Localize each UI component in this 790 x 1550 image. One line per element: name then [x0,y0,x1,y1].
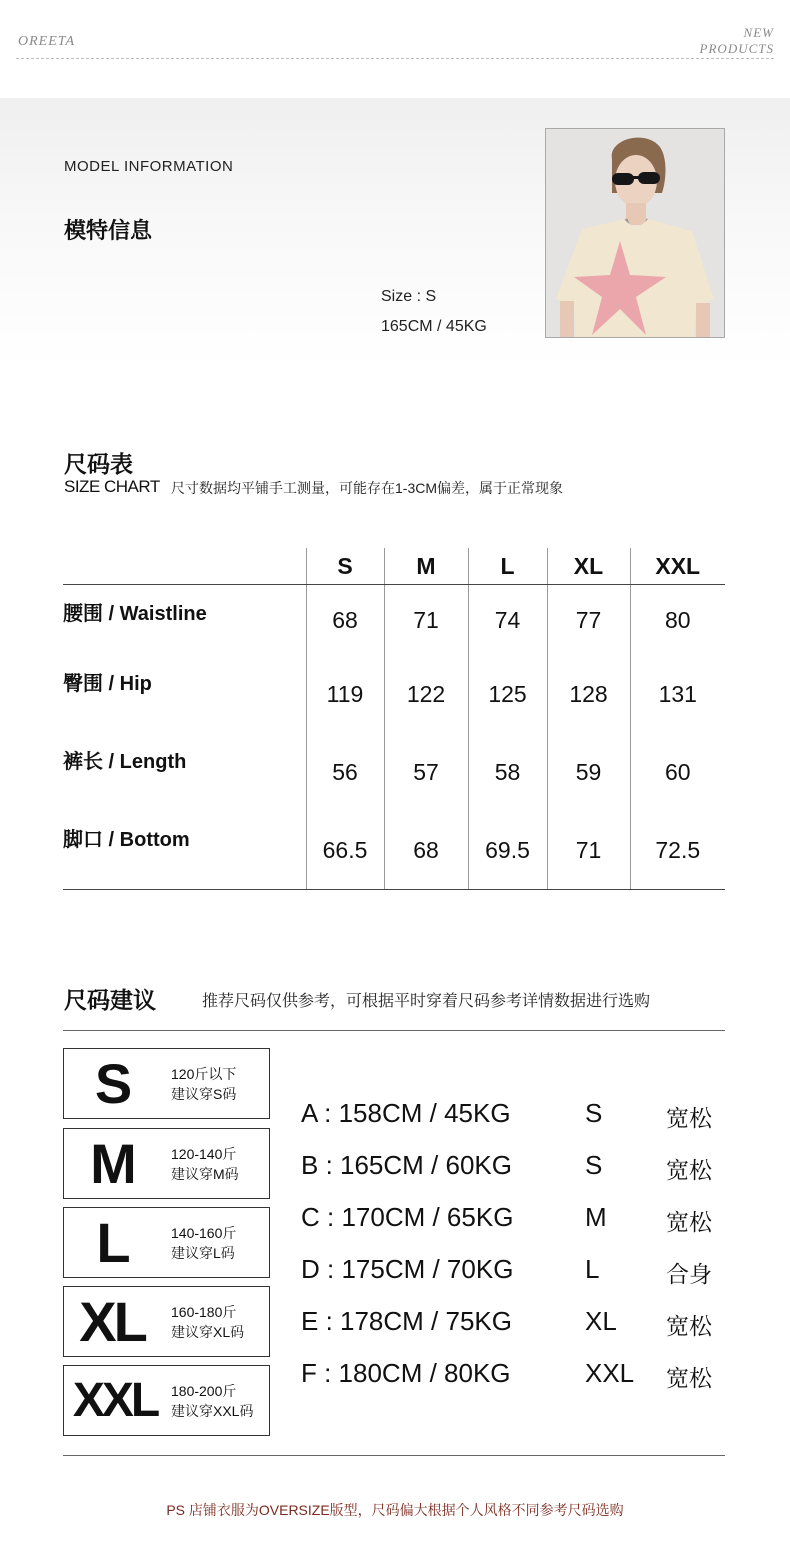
size-box-letter: XXL [72,1374,158,1427]
table-cell: 125 [468,655,547,733]
recommendation-fit: 宽松 [666,1209,712,1235]
table-cell: 58 [468,733,547,811]
footer-note: PS 店铺衣服为OVERSIZE版型，尺码偏大根据个人风格不同参考尺码选购 [166,1502,624,1518]
table-row [63,811,725,890]
size-box-advice: 建议穿S码 [171,1086,237,1102]
recommendation-person: B : 165CM / 60KG [301,1150,512,1180]
size-box-text [171,1381,253,1421]
size-box-advice: 建议穿L码 [171,1245,235,1261]
recommendation-size: S [585,1098,603,1128]
table-cell: 122 [384,655,468,733]
size-box-xl [63,1286,270,1357]
recommendation-size: M [585,1202,607,1232]
recommendation-person: C : 170CM / 65KG [301,1202,514,1232]
table-cell: 57 [384,733,468,811]
size-recommendation-note: 推荐尺码仅供参考，可根据平时穿着尺码参考详情数据进行选购 [202,993,651,1010]
column-header: XL [547,548,630,585]
recommendation-size: XL [585,1306,617,1336]
table-cell: 71 [547,811,630,890]
size-box-range: 160-180斤 [171,1304,237,1320]
size-recommendation-title: 尺码建议 [64,987,156,1013]
table-cell: 66.5 [306,811,384,890]
size-box-advice: 建议穿XL码 [171,1324,245,1340]
recommendation-fit: 宽松 [666,1313,712,1339]
model-height-weight: 165CM / 45KG [381,318,487,335]
size-box-text [171,1144,239,1184]
model-info-title-cn: 模特信息 [64,218,153,243]
table-cell: 80 [630,585,725,656]
table-cell: 56 [306,733,384,811]
recommendation-person: A : 158CM / 45KG [301,1098,511,1128]
recommendation-size: S [585,1150,603,1180]
recommendation-person: D : 175CM / 70KG [301,1254,514,1284]
table-cell: 77 [547,585,630,656]
recommendation-person: E : 178CM / 75KG [301,1306,512,1336]
size-box-letter: XL [79,1290,145,1353]
recommendation-divider-bottom [63,1455,725,1456]
size-box-range: 140-160斤 [171,1225,237,1241]
column-header: XXL [630,548,725,585]
recommendation-size: XXL [585,1358,635,1388]
row-label-bottom: 脚口 / Bottom [63,811,306,890]
table-cell: 72.5 [630,811,725,890]
recommendation-fit: 宽松 [666,1365,712,1391]
table-cell: 131 [630,655,725,733]
table-cell: 60 [630,733,725,811]
recommendation-fit: 合身 [666,1261,712,1287]
size-box-text [171,1223,236,1263]
row-label-length: 裤长 / Length [63,751,187,773]
column-header: M [384,548,468,585]
table-cell: 119 [306,655,384,733]
header-divider [16,58,774,59]
size-table [63,548,725,890]
brand-logo-text: OREETA [18,34,76,49]
table-cell: 59 [547,733,630,811]
recommendation-size: L [585,1254,600,1284]
table-row [63,585,725,656]
size-box-advice: 建议穿XXL码 [171,1403,254,1419]
model-size: Size : S [381,288,437,305]
new-products-line2: PRODUCTS [699,41,774,56]
model-info-title-en: MODEL INFORMATION [64,158,234,175]
size-box-range: 180-200斤 [171,1383,237,1399]
row-label-hip: 臀围 / Hip [63,673,152,695]
new-products-label [700,25,774,57]
size-box-range: 120斤以下 [171,1066,237,1082]
size-box-letter: S [94,1052,130,1115]
new-products-line1: NEW [743,25,774,40]
table-cell: 68 [306,585,384,656]
size-box-xxl [63,1365,270,1436]
table-row [63,733,725,811]
size-chart-note: 尺寸数据均平铺手工测量，可能存在1-3CM偏差，属于正常现象 [171,480,564,496]
recommendation-divider-top [63,1030,725,1031]
size-box-advice: 建议穿M码 [171,1166,239,1182]
size-chart-title-en: SIZE CHART [64,477,160,496]
size-box-text [171,1302,244,1342]
table-cell: 69.5 [468,811,547,890]
size-box-letter: L [96,1211,128,1274]
table-row [63,655,725,733]
size-box-range: 120-140斤 [171,1146,237,1162]
table-cell: 74 [468,585,547,656]
row-label-waistline: 腰围 / Waistline [63,603,207,625]
size-table-corner [63,548,306,585]
recommendation-fit: 宽松 [666,1105,712,1131]
column-header: L [468,548,547,585]
table-cell: 128 [547,655,630,733]
size-box-s [63,1048,270,1119]
size-chart-title-cn: 尺码表 [64,451,133,477]
size-box-text [171,1064,236,1104]
size-box-letter: M [90,1132,134,1195]
size-table-header-row [63,548,725,585]
size-box-l [63,1207,270,1278]
table-cell: 71 [384,585,468,656]
recommendation-person: F : 180CM / 80KG [301,1358,511,1388]
size-box-m [63,1128,270,1199]
table-cell: 68 [384,811,468,890]
recommendation-fit: 宽松 [666,1157,712,1183]
model-photo [545,128,725,338]
column-header: S [306,548,384,585]
